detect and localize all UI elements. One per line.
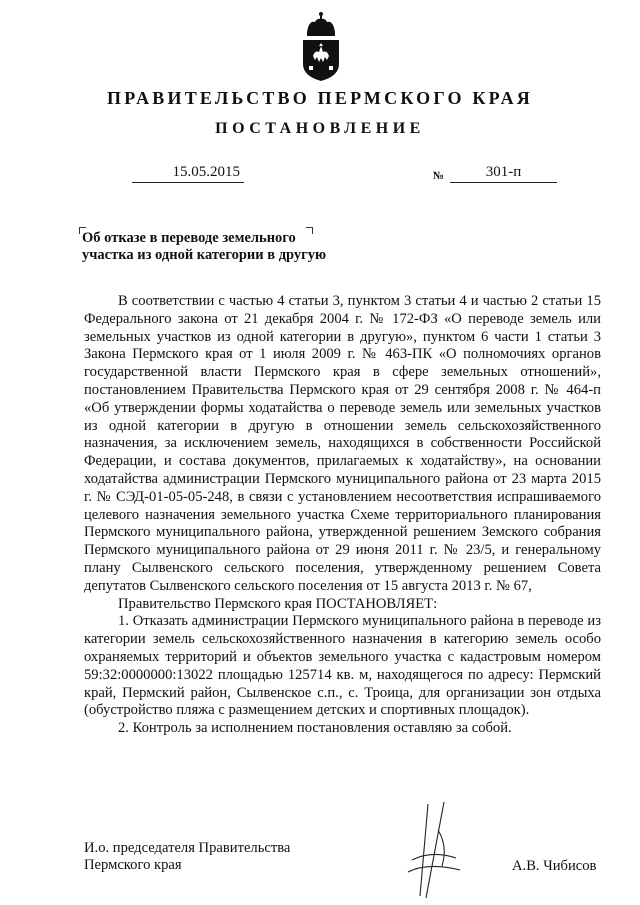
subject-line-2: участка из одной категории в другую [82,246,327,263]
position-line-1: И.о. председателя Правительства [84,840,291,856]
decree-subject [82,230,326,263]
preamble-paragraph: В соответствии с частью 4 статьи 3, пунктом 3 статьи 4 и частью 2 статьи 15 Федерального закона от 21 декабря 2004 г. № 172-ФЗ «О переводе земель или земельных участков из одной категории в другую», пунктом 6 части 1 статьи 3 Закона Пермского края от 1 июля 2009 г. № 463-ПК «О полномочиях органов государственной власти Пермского края в сфере земельных отношений», постановлением Правительства Пермского края от 29 сентября 2008 г. № 464-п «Об утверждении формы ходатайства о переводе земель или земельных участков из одной категории в другую в отношении земель сельскохозяйственного назначения, за исключением земель, находящихся в собственности Российской Федерации, и состава документов, прилагаемых к ходатайству», на основании ходатайства администрации Пермского муниципального района от 23 марта 2015 г. № СЭД-01-05-05-248, в связи с установлением несоответствия испрашиваемого целевого назначения земельного участка Схеме территориального планирования Пермского муниципального района, утвержденной решением Земского собрания Пермского муниципального района от 29 июня 2011 г. № 23/5, и генеральному плану Сылвенского сельского поселения, утвержденному решением Совета депутатов Сылвенского сельского поселения от 15 августа 2013 г. № 67, [84,293,601,594]
document-type: ПОСТАНОВЛЕНИЕ [215,120,425,137]
signatory-name: А.В. Чибисов [512,858,597,874]
subject-line-1: Об отказе в переводе земельного [82,230,296,246]
clause-2-paragraph: 2. Контроль за исполнением постановления оставляю за собой. [118,720,512,737]
handwritten-signature [398,800,468,900]
decree-body [84,293,601,738]
government-title: ПРАВИТЕЛЬСТВО ПЕРМСКОГО КРАЯ [107,88,533,108]
decree-number: 301-п [450,162,557,183]
position-line-2: Пермского края [84,857,182,873]
signatory-position [84,840,290,874]
clause-1-paragraph: 1. Отказать администрации Пермского муниципального района в переводе из категории земель сельскохозяйственного назначения в категорию земель особо охраняемых территорий и объектов земельного участка с кадастровым номером 59:32:0000000:13022 площадью 125714 кв. м, находящегося по адресу: Пермский край, Пермский район, Сылвенское с.п., с. Троица, для организации зон отдыха (обустройство пляжа с размещением детских и спортивных площадок). [84,613,601,719]
number-label: № [433,170,445,182]
resolution-paragraph: Правительство Пермского края ПОСТАНОВЛЯЕТ: [118,595,438,612]
decree-date: 15.05.2015 [132,162,244,183]
coat-of-arms-icon [299,10,343,82]
